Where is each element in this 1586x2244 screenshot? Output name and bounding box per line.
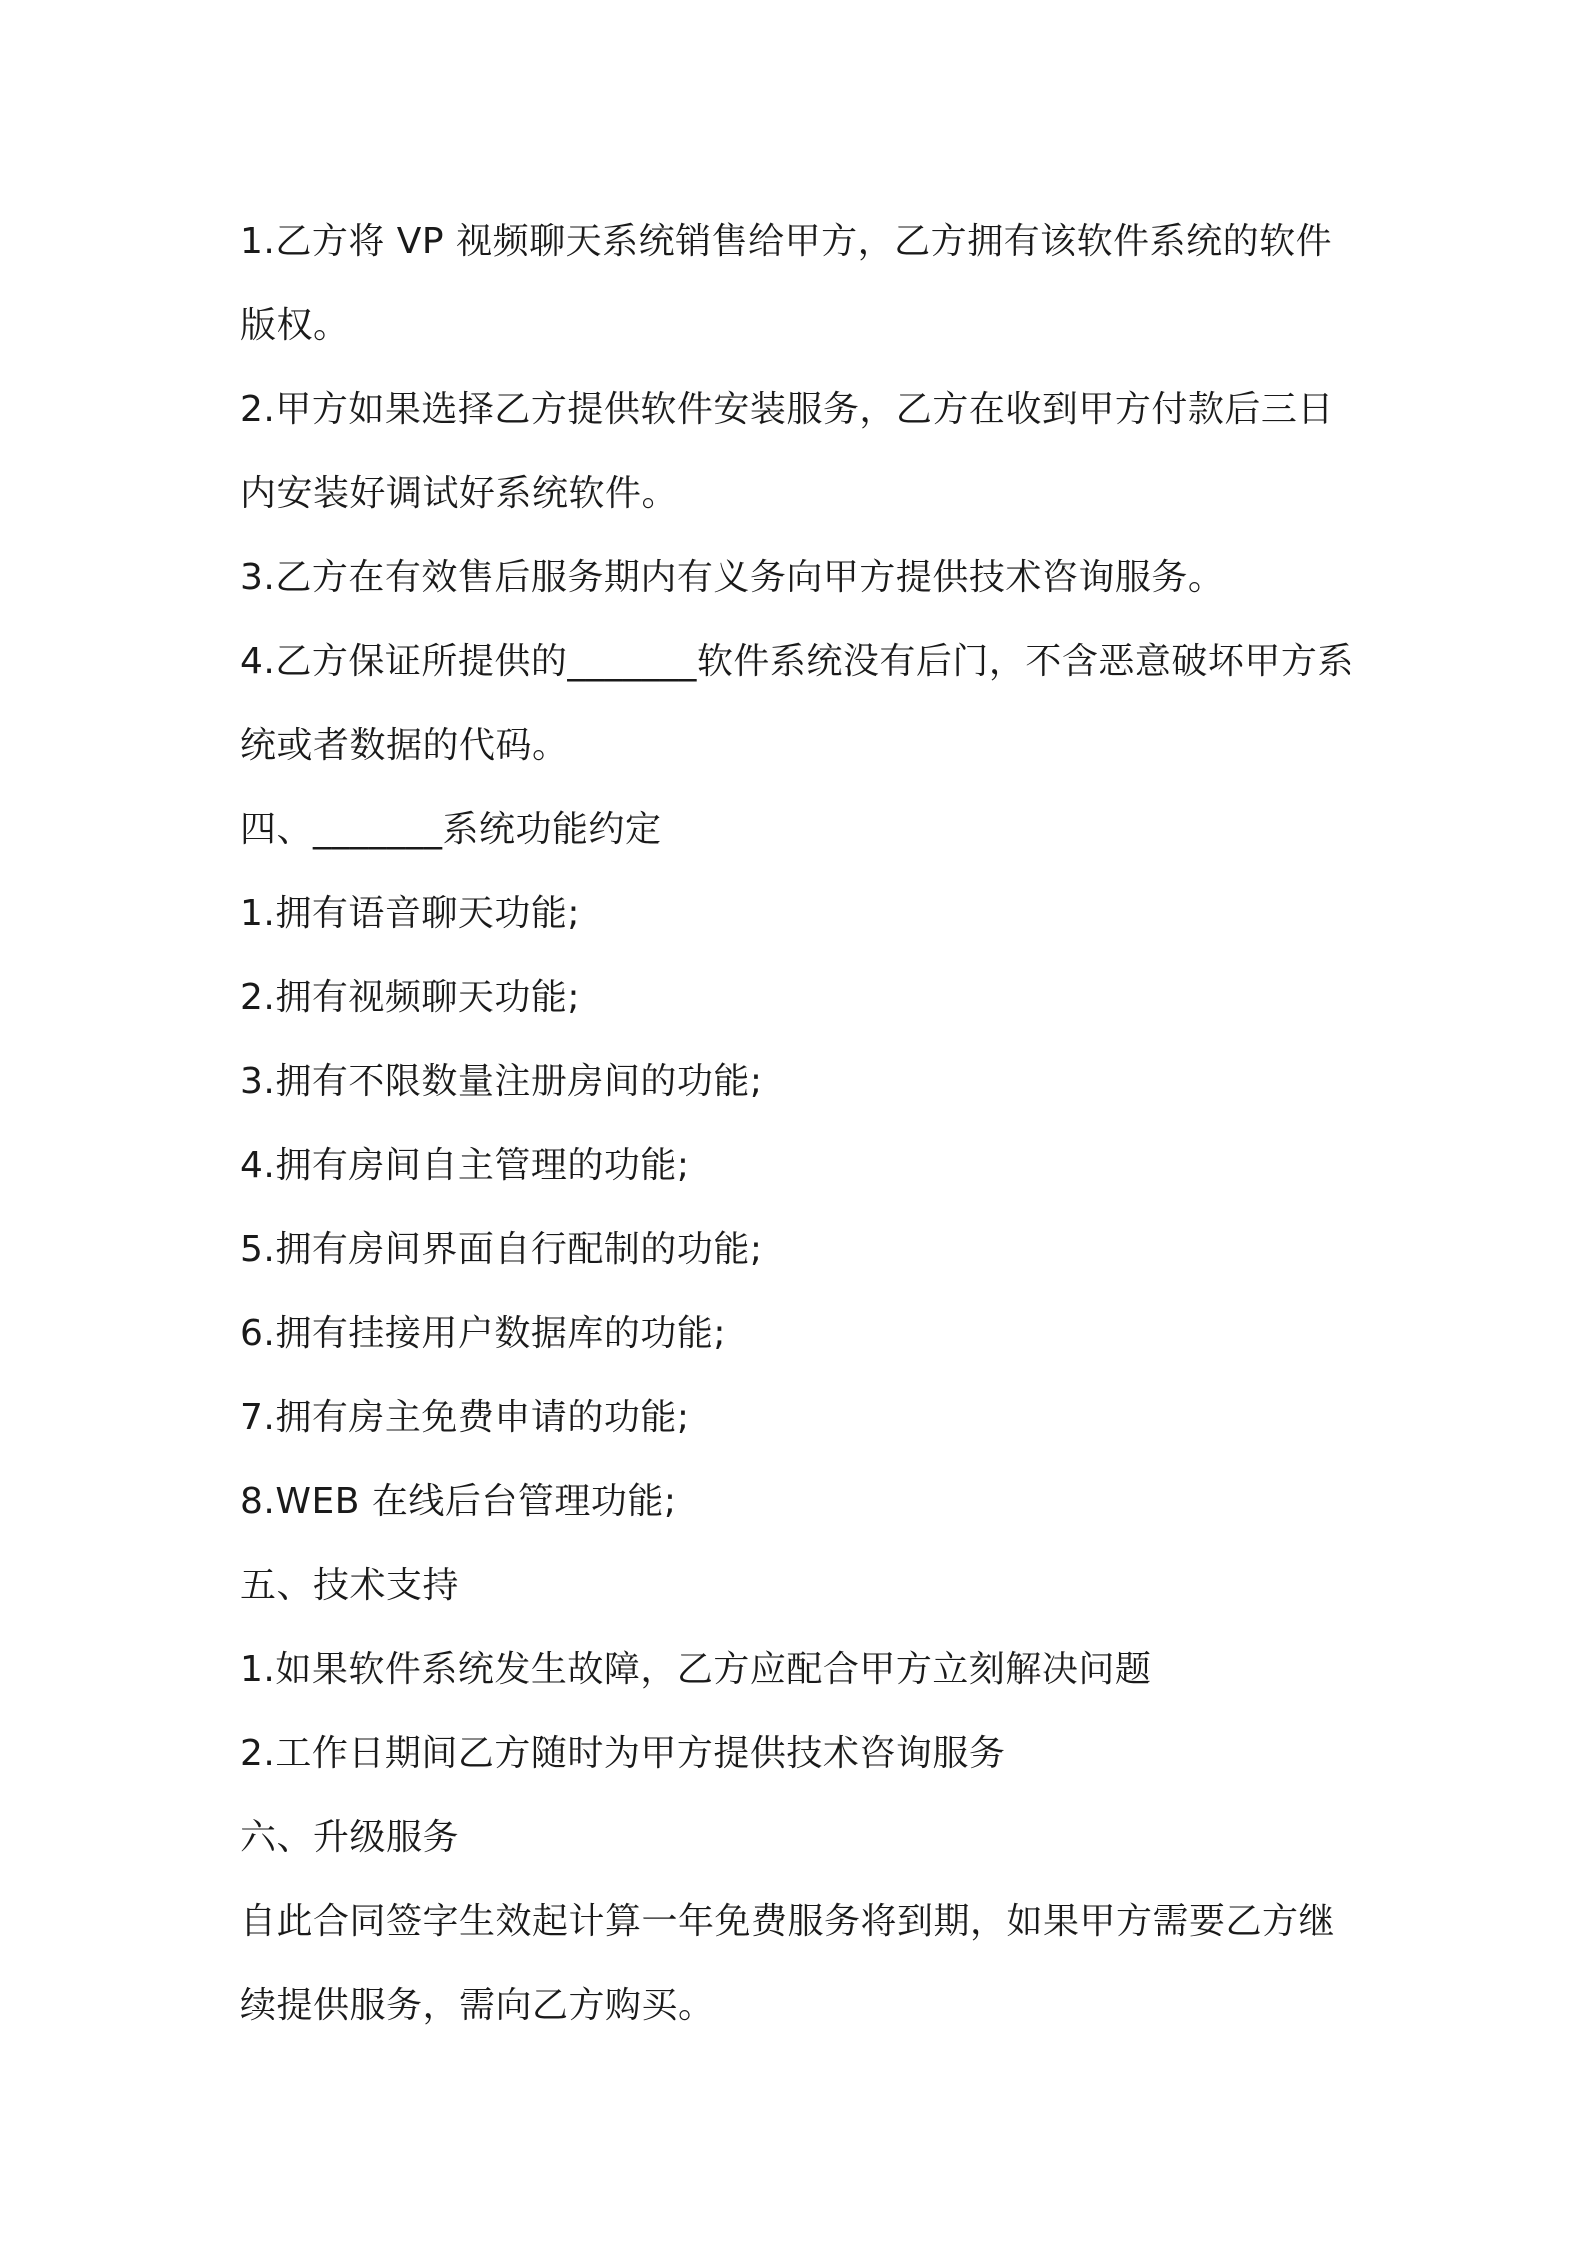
document-body [240,200,1360,2048]
section-heading-functions: 四、_______系统功能约定 [240,809,662,850]
support-item-2: 2.工作日期间乙方随时为甲方提供技术咨询服务 [240,1733,1006,1774]
function-item-4: 4.拥有房间自主管理的功能; [240,1145,690,1186]
function-item-3: 3.拥有不限数量注册房间的功能; [240,1061,763,1102]
function-item-7: 7.拥有房主免费申请的功能; [240,1397,690,1438]
function-item-8: 8.WEB 在线后台管理功能; [240,1481,677,1522]
section-heading-support: 五、技术支持 [240,1565,460,1606]
upgrade-terms: 自此合同签字生效起计算一年免费服务将到期，如果甲方需要乙方继续提供服务，需向乙方购买。 [240,1901,1336,2026]
clause-1-copyright: 1.乙方将 VP 视频聊天系统销售给甲方，乙方拥有该软件系统的软件版权。 [240,221,1333,346]
clause-2-installation: 2.甲方如果选择乙方提供软件安装服务，乙方在收到甲方付款后三日内安装好调试好系统软件。 [240,389,1334,514]
function-item-5: 5.拥有房间界面自行配制的功能; [240,1229,763,1270]
function-item-1: 1.拥有语音聊天功能; [240,893,580,934]
clause-3-consulting: 3.乙方在有效售后服务期内有义务向甲方提供技术咨询服务。 [240,557,1225,598]
function-item-2: 2.拥有视频聊天功能; [240,977,580,1018]
clause-4-no-backdoor: 4.乙方保证所提供的_______软件系统没有后门，不含恶意破坏甲方系统或者数据的代码。 [240,641,1354,766]
section-heading-upgrade: 六、升级服务 [240,1817,460,1858]
function-item-6: 6.拥有挂接用户数据库的功能; [240,1313,726,1354]
support-item-1: 1.如果软件系统发生故障，乙方应配合甲方立刻解决问题 [240,1649,1152,1690]
